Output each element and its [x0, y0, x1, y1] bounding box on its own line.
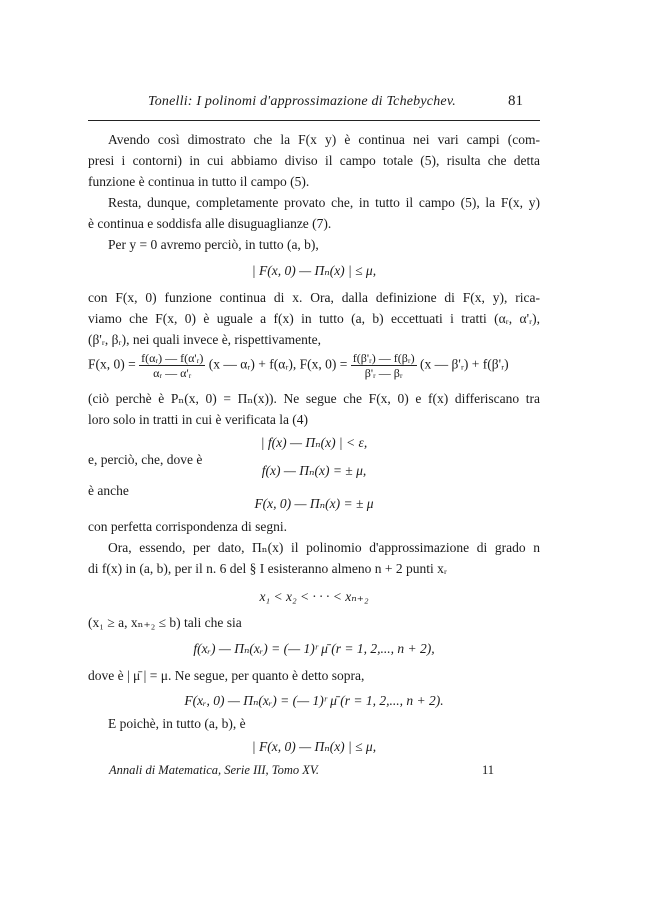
- fraction-denominator: αᵣ — α'ᵣ: [153, 366, 192, 380]
- text-line: (β'ᵣ, βᵣ), nei quali invece è, rispettivamente,: [88, 332, 322, 347]
- equation: x₁ < x₂ < · · · < xₙ₊₂: [259, 589, 369, 604]
- text-line: funzione è continua in tutto il campo (5).: [88, 174, 310, 189]
- equation: f(xᵣ) — Πₙ(xᵣ) = (— 1)ʳ μ̄ (r = 1, 2,..., n + 2),: [193, 641, 435, 656]
- text-line: è anche: [88, 483, 129, 498]
- running-head: Tonelli: I polinomi d'approssimazione di Tchebychev.: [148, 94, 456, 109]
- sheet-number: 11: [482, 763, 495, 777]
- equation: | F(x, 0) — Πₙ(x) | ≤ μ,: [251, 739, 377, 754]
- equation-piecewise: [88, 351, 509, 380]
- text-line: viamo che F(x, 0) è uguale a f(x) in tutto (a, b) eccettuati i tratti (αᵣ, α'ᵣ),: [88, 311, 540, 326]
- text-line: Ora, essendo, per dato, Πₙ(x) il polinomio d'approssimazione di grado n: [108, 540, 540, 555]
- text-line: Avendo così dimostrato che la F(x y) è continua nei vari campi (com-: [108, 132, 540, 147]
- text-line: di f(x) in (a, b), per il n. 6 del § I esisteranno almeno n + 2 punti xᵣ: [88, 561, 448, 576]
- text-line: Per y = 0 avremo perciò, in tutto (a, b),: [108, 237, 319, 252]
- equation-rest: (x — β'ᵣ) + f(β'ᵣ): [420, 356, 509, 372]
- text-line: e, perciò, che, dove è: [88, 452, 203, 467]
- journal-footer: Annali di Matematica, Serie III, Tomo XV.: [109, 763, 320, 777]
- equation: | F(x, 0) — Πₙ(x) | ≤ μ,: [251, 263, 377, 278]
- text-line: è continua e soddisfa alle disuguaglianze (7).: [88, 216, 332, 231]
- equation: F(xᵣ, 0) — Πₙ(xᵣ) = (— 1)ʳ μ̄ (r = 1, 2,..., n + 2).: [184, 693, 444, 708]
- text-line: loro solo in tratti in cui è verificata la (4): [88, 412, 309, 427]
- text-line: presi i contorni) in cui abbiamo diviso il campo totale (5), risulta che detta: [88, 153, 540, 168]
- page-number: 81: [508, 93, 523, 109]
- text-line: E poichè, in tutto (a, b), è: [108, 716, 246, 731]
- text-line: con F(x, 0) funzione continua di x. Ora, dalla definizione di F(x, y), rica-: [88, 290, 540, 305]
- fraction-denominator: β'ᵣ — βᵣ: [364, 366, 403, 380]
- fraction: [351, 351, 417, 380]
- fraction: [139, 351, 205, 380]
- equation-rest: (x — αᵣ) + f(αᵣ),: [208, 356, 297, 372]
- header-rule: [88, 120, 540, 121]
- fraction-numerator: f(αᵣ) — f(α'ᵣ): [141, 351, 204, 365]
- text-line: Resta, dunque, completamente provato che, in tutto il campo (5), la F(x, y): [108, 195, 540, 210]
- fraction-numerator: f(β'ᵣ) — f(βᵣ): [352, 351, 415, 365]
- text-line: con perfetta corrispondenza di segni.: [88, 519, 288, 534]
- equation-lhs: F(x, 0) =: [88, 356, 136, 372]
- text-line: dove è | μ̄ | = μ. Ne segue, per quanto è detto sopra,: [88, 668, 365, 683]
- text-line: (ciò perchè è Pₙ(x, 0) = Πₙ(x)). Ne segue che F(x, 0) e f(x) differiscano tra: [88, 391, 540, 406]
- equation-lhs: F(x, 0) =: [299, 356, 348, 372]
- equation: F(x, 0) — Πₙ(x) = ± μ: [254, 496, 374, 511]
- equation: | f(x) — Πₙ(x) | < ε,: [260, 435, 368, 450]
- text-line: (x₁ ≥ a, xₙ₊₂ ≤ b) tali che sia: [88, 615, 242, 630]
- equation: f(x) — Πₙ(x) = ± μ,: [261, 463, 367, 478]
